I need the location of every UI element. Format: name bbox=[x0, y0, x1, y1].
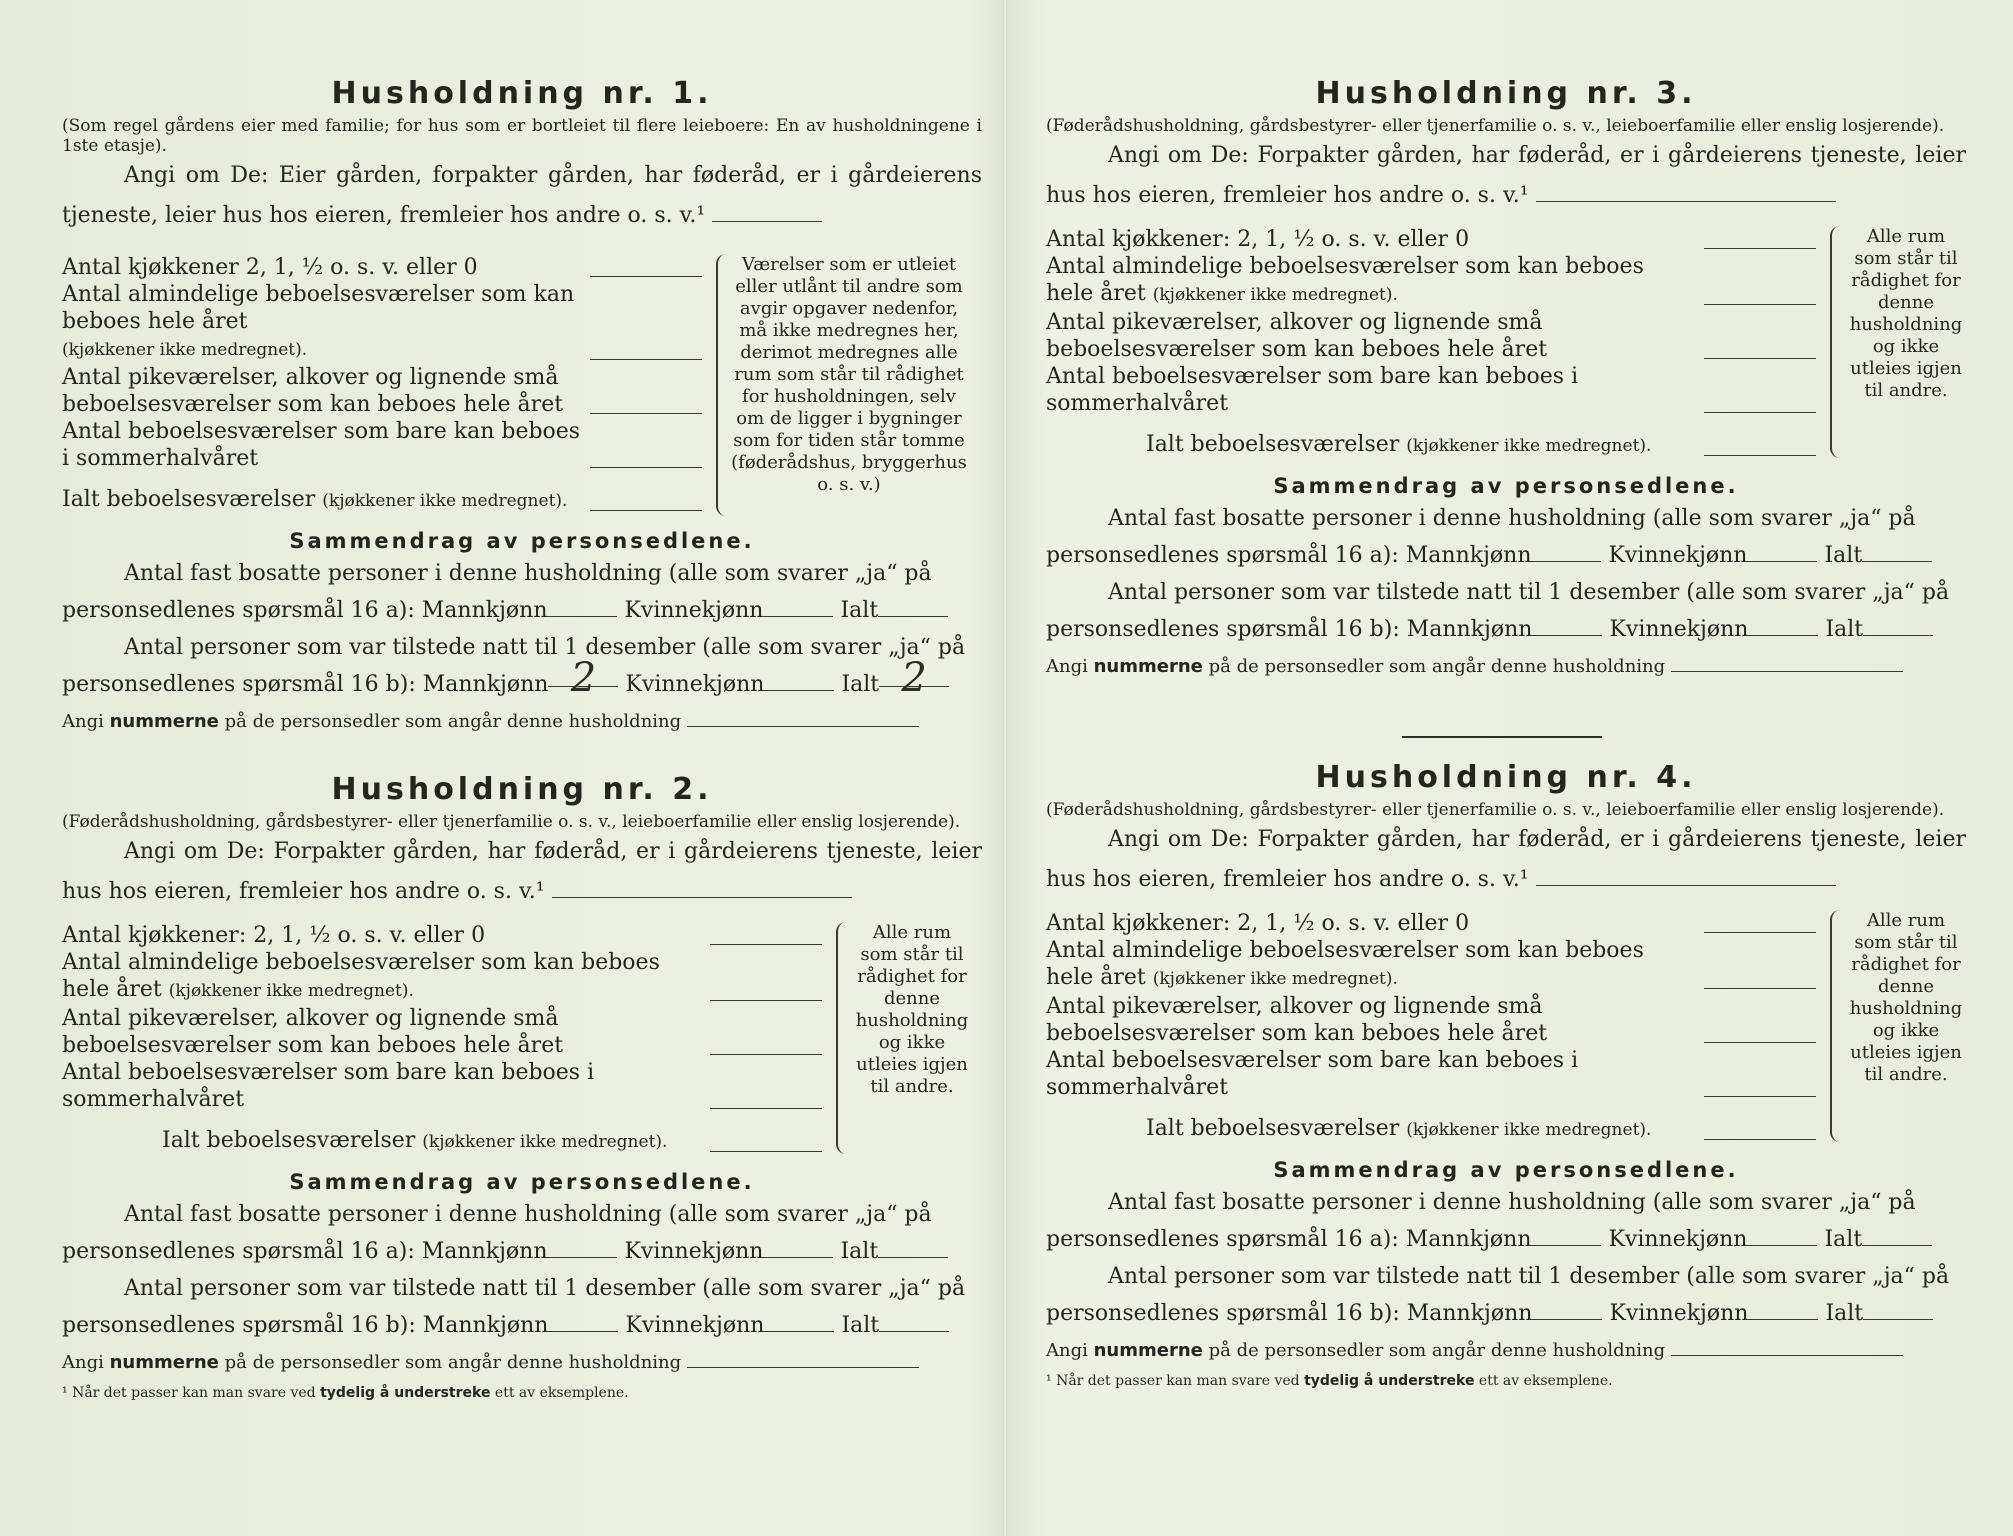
present-question-line1: Antal personer som var tilstede natt til 1 desember (alle som svarer „ja“ på bbox=[1108, 580, 1950, 605]
sheet-numbers-post: på de personsedler som angår denne husholdning bbox=[1208, 1340, 1666, 1361]
tenure-question-text: Angi om De: Forpakter gården, har føderåd, er i gårdeierens tjeneste, leier hus hos eieren, fremleier hos andre o. s. v.¹ bbox=[1046, 143, 1966, 208]
footnote-post: ett av eksemplene. bbox=[494, 1385, 629, 1401]
summary-title: Sammendrag av personsedlene. bbox=[1273, 1158, 1739, 1182]
resident-total-field[interactable] bbox=[878, 596, 948, 617]
sheet-numbers-line[interactable] bbox=[1671, 670, 1903, 672]
sheet-numbers-question bbox=[1046, 1336, 1966, 1366]
present-question-line2 bbox=[62, 1307, 982, 1344]
resident-female-field[interactable] bbox=[1747, 1225, 1817, 1246]
tenure-question-text: Angi om De: Forpakter gården, har føderåd, er i gårdeierens tjeneste, leier hus hos eieren, fremleier hos andre o. s. v.¹ bbox=[62, 839, 982, 904]
resident-label: personsedlenes spørsmål 16 a): Mannkjønn bbox=[62, 1239, 548, 1264]
present-female-field[interactable] bbox=[764, 1311, 834, 1332]
room-sidenote: Værelser som er utleiet eller utlånt til andre som avgir opgaver nedenfor, må ikke medregnes her, derimot medregnes alle rum som står til rådighet for husholdningen, selv om de ligger i bygninger som for tiden står tomme (føderådshus, bryggerhus o. s. v.) bbox=[731, 254, 967, 495]
room-question-list bbox=[62, 922, 822, 1156]
total-rooms-label: Ialt beboelsesværelser bbox=[62, 487, 316, 512]
household-note: (Føderådshusholdning, gårdsbestyrer- eller tjenerfamilie o. s. v., leieboerfamilie eller enslig losjerende). bbox=[62, 812, 961, 832]
total-rooms-sub: (kjøkkener ikke medregnet). bbox=[1406, 436, 1652, 456]
resident-label: personsedlenes spørsmål 16 a): Mannkjønn bbox=[1046, 543, 1532, 568]
resident-total-label: Ialt bbox=[1824, 1227, 1863, 1252]
small-rooms-answer-line[interactable] bbox=[1704, 1042, 1816, 1043]
total-rooms-question bbox=[1046, 431, 1816, 460]
small-rooms-label: Antal pikeværelser, alkover og lignende små beboelsesværelser som kan beboes hele året bbox=[62, 1006, 564, 1058]
kitchens-answer-line[interactable] bbox=[1704, 248, 1816, 249]
ordinary-rooms-sub: (kjøkkener ikke medregnet). bbox=[62, 340, 308, 360]
total-rooms-question bbox=[1046, 1115, 1816, 1144]
ordinary-rooms-sub: (kjøkkener ikke medregnet). bbox=[168, 981, 414, 1001]
room-sidenote: Alle rum som står til rådighet for denne husholdning og ikke utleies igjen til andre. bbox=[855, 922, 969, 1097]
total-rooms-label: Ialt beboelsesværelser bbox=[162, 1128, 416, 1153]
summary-title: Sammendrag av personsedlene. bbox=[289, 529, 755, 553]
tenure-question-text: Angi om De: Eier gården, forpakter gården, har føderåd, er i gårdeierens tjeneste, leier hus hos eieren, fremleier hos andre o. s. v.¹ bbox=[62, 163, 982, 228]
brace bbox=[1830, 910, 1846, 1142]
present-male-field[interactable] bbox=[548, 655, 618, 701]
summer-rooms-answer-line[interactable] bbox=[590, 467, 702, 468]
total-rooms-answer-line[interactable] bbox=[590, 510, 702, 511]
footnote-pre: ¹ Når det passer kan man svare ved bbox=[1046, 1373, 1300, 1389]
present-male-field[interactable] bbox=[1532, 615, 1602, 636]
ordinary-rooms-question bbox=[62, 949, 822, 1005]
kitchens-label: Antal kjøkkener: 2, 1, ½ o. s. v. eller 0 bbox=[1046, 911, 1470, 936]
sheet-numbers-post: på de personsedler som angår denne husholdning bbox=[224, 1352, 682, 1373]
total-rooms-sub: (kjøkkener ikke medregnet). bbox=[322, 491, 568, 511]
footnote bbox=[62, 1384, 982, 1402]
sheet-numbers-line[interactable] bbox=[1671, 1354, 1903, 1356]
household-title: Husholdning nr. 1. bbox=[331, 76, 713, 111]
present-male-field[interactable] bbox=[1532, 1299, 1602, 1320]
resident-question-line1: Antal fast bosatte personer i denne husholdning (alle som svarer „ja“ på bbox=[1108, 506, 1916, 531]
resident-male-field[interactable] bbox=[1531, 541, 1601, 562]
sheet-numbers-question bbox=[62, 707, 982, 737]
small-rooms-label: Antal pikeværelser, alkover og lignende små beboelsesværelser som kan beboes hele året bbox=[1046, 310, 1548, 362]
brace bbox=[1830, 226, 1846, 458]
present-question-line2 bbox=[62, 655, 982, 703]
ordinary-rooms-sub: (kjøkkener ikke medregnet). bbox=[1152, 969, 1398, 989]
page-fold bbox=[1003, 0, 1007, 1536]
present-label: personsedlenes spørsmål 16 b): Mannkjønn bbox=[1046, 1301, 1533, 1326]
present-question-line2 bbox=[1046, 611, 1966, 648]
sheet-numbers-pre: Angi bbox=[62, 711, 104, 732]
resident-total-label: Ialt bbox=[1824, 543, 1863, 568]
room-sidenote: Alle rum som står til rådighet for denne husholdning og ikke utleies igjen til andre. bbox=[1849, 226, 1963, 401]
footnote-bold: tydelig å understreke bbox=[320, 1385, 491, 1401]
present-female-label: Kvinnekjønn bbox=[1609, 617, 1749, 642]
kitchens-question bbox=[62, 254, 702, 281]
kitchens-label: Antal kjøkkener: 2, 1, ½ o. s. v. eller 0 bbox=[1046, 227, 1470, 252]
present-total-label: Ialt bbox=[841, 672, 880, 697]
small-rooms-answer-line[interactable] bbox=[590, 413, 702, 414]
resident-female-field[interactable] bbox=[1747, 541, 1817, 562]
present-total-field[interactable] bbox=[879, 1311, 949, 1332]
ordinary-rooms-sub: (kjøkkener ikke medregnet). bbox=[1152, 285, 1398, 305]
present-total-label: Ialt bbox=[841, 1313, 880, 1338]
resident-question-line1: Antal fast bosatte personer i denne husholdning (alle som svarer „ja“ på bbox=[124, 1202, 932, 1227]
small-rooms-question bbox=[62, 364, 702, 418]
resident-total-field[interactable] bbox=[1862, 541, 1932, 562]
resident-question-line1: Antal fast bosatte personer i denne husholdning (alle som svarer „ja“ på bbox=[1108, 1190, 1916, 1215]
ordinary-rooms-question bbox=[62, 281, 702, 364]
resident-female-label: Kvinnekjønn bbox=[1608, 1227, 1748, 1252]
tenure-answer-line[interactable] bbox=[552, 896, 852, 898]
present-question-line1: Antal personer som var tilstede natt til 1 desember (alle som svarer „ja“ på bbox=[124, 1276, 966, 1301]
total-rooms-answer-line[interactable] bbox=[1704, 455, 1816, 456]
ordinary-rooms-answer-line[interactable] bbox=[1704, 988, 1816, 989]
small-rooms-label: Antal pikeværelser, alkover og lignende små beboelsesværelser som kan beboes hele året bbox=[62, 365, 564, 417]
sheet-numbers-question bbox=[62, 1348, 982, 1378]
room-questions bbox=[62, 254, 982, 515]
small-rooms-label: Antal pikeværelser, alkover og lignende små beboelsesværelser som kan beboes hele året bbox=[1046, 994, 1548, 1046]
total-rooms-sub: (kjøkkener ikke medregnet). bbox=[422, 1132, 668, 1152]
summer-rooms-question bbox=[1046, 1047, 1816, 1101]
sheet-numbers-post: på de personsedler som angår denne husholdning bbox=[224, 711, 682, 732]
section-divider bbox=[1402, 736, 1602, 738]
small-rooms-answer-line[interactable] bbox=[710, 1054, 822, 1055]
household-title: Husholdning nr. 3. bbox=[1315, 76, 1697, 111]
present-total-field[interactable] bbox=[879, 655, 949, 701]
present-total-field[interactable] bbox=[1863, 1299, 1933, 1320]
summer-rooms-label: Antal beboelsesværelser som bare kan beboes i sommerhalvåret bbox=[1046, 1048, 1579, 1100]
brace bbox=[836, 922, 852, 1154]
summer-rooms-answer-line[interactable] bbox=[1704, 412, 1816, 413]
present-male-field[interactable] bbox=[548, 1311, 618, 1332]
kitchens-question bbox=[62, 922, 822, 949]
tenure-question bbox=[62, 832, 982, 912]
total-rooms-question bbox=[62, 1127, 822, 1156]
summary-title: Sammendrag av personsedlene. bbox=[289, 1170, 755, 1194]
ordinary-rooms-answer-line[interactable] bbox=[590, 359, 702, 360]
resident-label: personsedlenes spørsmål 16 a): Mannkjønn bbox=[1046, 1227, 1532, 1252]
sheet-numbers-line[interactable] bbox=[687, 1366, 919, 1368]
resident-total-field[interactable] bbox=[1862, 1225, 1932, 1246]
present-female-field[interactable] bbox=[764, 670, 834, 691]
ordinary-rooms-question bbox=[1046, 937, 1816, 993]
ordinary-rooms-label: Antal almindelige beboelsesværelser som kan beboes hele året bbox=[1046, 938, 1644, 990]
tenure-answer-line[interactable] bbox=[712, 220, 822, 222]
tenure-question bbox=[1046, 820, 1966, 900]
sheet-numbers-bold: nummerne bbox=[1093, 656, 1203, 677]
resident-question-line2 bbox=[62, 1233, 982, 1270]
household-1 bbox=[62, 76, 982, 737]
room-questions bbox=[62, 922, 982, 1156]
present-female-label: Kvinnekjønn bbox=[625, 672, 765, 697]
present-total-field[interactable] bbox=[1863, 615, 1933, 636]
present-label: personsedlenes spørsmål 16 b): Mannkjønn bbox=[1046, 617, 1533, 642]
summer-rooms-question bbox=[62, 418, 702, 472]
footnote bbox=[1046, 1372, 1966, 1390]
sheet-numbers-post: på de personsedler som angår denne husholdning bbox=[1208, 656, 1666, 677]
kitchens-question bbox=[1046, 226, 1816, 253]
present-total-label: Ialt bbox=[1825, 617, 1864, 642]
ordinary-rooms-label: Antal almindelige beboelsesværelser som kan beboes hele året bbox=[62, 282, 575, 334]
footnote-post: ett av eksemplene. bbox=[1478, 1373, 1613, 1389]
present-female-field[interactable] bbox=[1748, 615, 1818, 636]
total-rooms-answer-line[interactable] bbox=[710, 1151, 822, 1152]
present-total-label: Ialt bbox=[1825, 1301, 1864, 1326]
resident-female-label: Kvinnekjønn bbox=[624, 1239, 764, 1264]
sheet-numbers-pre: Angi bbox=[1046, 656, 1088, 677]
resident-female-field[interactable] bbox=[763, 1237, 833, 1258]
tenure-question bbox=[1046, 136, 1966, 216]
total-rooms-answer-line[interactable] bbox=[1704, 1139, 1816, 1140]
summer-rooms-answer-line[interactable] bbox=[1704, 1096, 1816, 1097]
resident-total-label: Ialt bbox=[840, 598, 879, 623]
resident-female-field[interactable] bbox=[763, 596, 833, 617]
summer-rooms-question bbox=[62, 1059, 822, 1113]
summer-rooms-label: Antal beboelsesværelser som bare kan beboes i sommerhalvåret bbox=[62, 1060, 595, 1112]
resident-male-field[interactable] bbox=[547, 596, 617, 617]
total-rooms-question bbox=[62, 486, 702, 515]
household-note: (Føderådshusholdning, gårdsbestyrer- eller tjenerfamilie o. s. v., leieboerfamilie eller enslig losjerende). bbox=[1046, 116, 1945, 136]
household-2 bbox=[62, 772, 982, 1402]
tenure-question-text: Angi om De: Forpakter gården, har føderåd, er i gårdeierens tjeneste, leier hus hos eieren, fremleier hos andre o. s. v.¹ bbox=[1046, 827, 1966, 892]
ordinary-rooms-label: Antal almindelige beboelsesværelser som kan beboes hele året bbox=[1046, 254, 1644, 306]
footnote-bold: tydelig å understreke bbox=[1304, 1373, 1475, 1389]
room-sidenote: Alle rum som står til rådighet for denne husholdning og ikke utleies igjen til andre. bbox=[1849, 910, 1963, 1085]
present-female-label: Kvinnekjønn bbox=[625, 1313, 765, 1338]
tenure-answer-line[interactable] bbox=[1536, 200, 1836, 202]
resident-question-line2 bbox=[1046, 1221, 1966, 1258]
sheet-numbers-line[interactable] bbox=[687, 725, 919, 727]
resident-question-line1: Antal fast bosatte personer i denne husholdning (alle som svarer „ja“ på bbox=[124, 561, 932, 586]
household-3 bbox=[1046, 76, 1966, 682]
summer-rooms-question bbox=[1046, 363, 1816, 417]
resident-female-label: Kvinnekjønn bbox=[624, 598, 764, 623]
small-rooms-question bbox=[1046, 993, 1816, 1047]
present-label: personsedlenes spørsmål 16 b): Mannkjønn bbox=[62, 1313, 549, 1338]
summary-title: Sammendrag av personsedlene. bbox=[1273, 474, 1739, 498]
present-question-line1: Antal personer som var tilstede natt til 1 desember (alle som svarer „ja“ på bbox=[1108, 1264, 1950, 1289]
present-female-label: Kvinnekjønn bbox=[1609, 1301, 1749, 1326]
resident-question-line2 bbox=[62, 592, 982, 629]
present-female-field[interactable] bbox=[1748, 1299, 1818, 1320]
present-male-handwritten: 2 bbox=[570, 655, 597, 701]
room-questions bbox=[1046, 910, 1966, 1144]
sheet-numbers-bold: nummerne bbox=[109, 1352, 219, 1373]
present-question-line2 bbox=[1046, 1295, 1966, 1332]
kitchens-answer-line[interactable] bbox=[590, 276, 702, 277]
tenure-question bbox=[62, 156, 982, 236]
household-title: Husholdning nr. 2. bbox=[331, 772, 713, 807]
ordinary-rooms-answer-line[interactable] bbox=[710, 1000, 822, 1001]
resident-question-line2 bbox=[1046, 537, 1966, 574]
kitchens-answer-line[interactable] bbox=[710, 944, 822, 945]
present-label: personsedlenes spørsmål 16 b): Mannkjønn bbox=[62, 672, 549, 697]
household-title: Husholdning nr. 4. bbox=[1315, 760, 1697, 795]
total-rooms-label: Ialt beboelsesværelser bbox=[1146, 1116, 1400, 1141]
resident-total-label: Ialt bbox=[840, 1239, 879, 1264]
total-rooms-sub: (kjøkkener ikke medregnet). bbox=[1406, 1120, 1652, 1140]
ordinary-rooms-question bbox=[1046, 253, 1816, 309]
resident-label: personsedlenes spørsmål 16 a): Mannkjønn bbox=[62, 598, 548, 623]
household-note: (Som regel gårdens eier med familie; for hus som er bortleiet til flere leieboere: En av husholdningene i 1ste etasje). bbox=[62, 116, 982, 156]
small-rooms-question bbox=[62, 1005, 822, 1059]
small-rooms-question bbox=[1046, 309, 1816, 363]
room-questions bbox=[1046, 226, 1966, 460]
present-question-line1: Antal personer som var tilstede natt til 1 desember (alle som svarer „ja“ på bbox=[124, 635, 966, 660]
resident-male-field[interactable] bbox=[547, 1237, 617, 1258]
household-4 bbox=[1046, 760, 1966, 1390]
total-rooms-label: Ialt beboelsesværelser bbox=[1146, 432, 1400, 457]
kitchens-answer-line[interactable] bbox=[1704, 932, 1816, 933]
present-total-handwritten: 2 bbox=[901, 655, 927, 701]
resident-male-field[interactable] bbox=[1531, 1225, 1601, 1246]
ordinary-rooms-label: Antal almindelige beboelsesværelser som kan beboes hele året bbox=[62, 950, 660, 1002]
small-rooms-answer-line[interactable] bbox=[1704, 358, 1816, 359]
resident-total-field[interactable] bbox=[878, 1237, 948, 1258]
room-question-list bbox=[62, 254, 702, 515]
summer-rooms-answer-line[interactable] bbox=[710, 1108, 822, 1109]
household-note: (Føderådshusholdning, gårdsbestyrer- eller tjenerfamilie o. s. v., leieboerfamilie eller enslig losjerende). bbox=[1046, 800, 1945, 820]
room-question-list bbox=[1046, 226, 1816, 460]
room-question-list bbox=[1046, 910, 1816, 1144]
kitchens-question bbox=[1046, 910, 1816, 937]
sheet-numbers-bold: nummerne bbox=[1093, 1340, 1203, 1361]
sheet-numbers-pre: Angi bbox=[1046, 1340, 1088, 1361]
sheet-numbers-bold: nummerne bbox=[109, 711, 219, 732]
ordinary-rooms-answer-line[interactable] bbox=[1704, 304, 1816, 305]
footnote-pre: ¹ Når det passer kan man svare ved bbox=[62, 1385, 316, 1401]
tenure-answer-line[interactable] bbox=[1536, 884, 1836, 886]
resident-female-label: Kvinnekjønn bbox=[1608, 543, 1748, 568]
sheet-numbers-question bbox=[1046, 652, 1966, 682]
sheet-numbers-pre: Angi bbox=[62, 1352, 104, 1373]
kitchens-label: Antal kjøkkener: 2, 1, ½ o. s. v. eller 0 bbox=[62, 923, 486, 948]
summer-rooms-label: Antal beboelsesværelser som bare kan beboes i sommerhalvåret bbox=[62, 419, 581, 471]
kitchens-label: Antal kjøkkener 2, 1, ½ o. s. v. eller 0 bbox=[62, 255, 478, 280]
summer-rooms-label: Antal beboelsesværelser som bare kan beboes i sommerhalvåret bbox=[1046, 364, 1579, 416]
